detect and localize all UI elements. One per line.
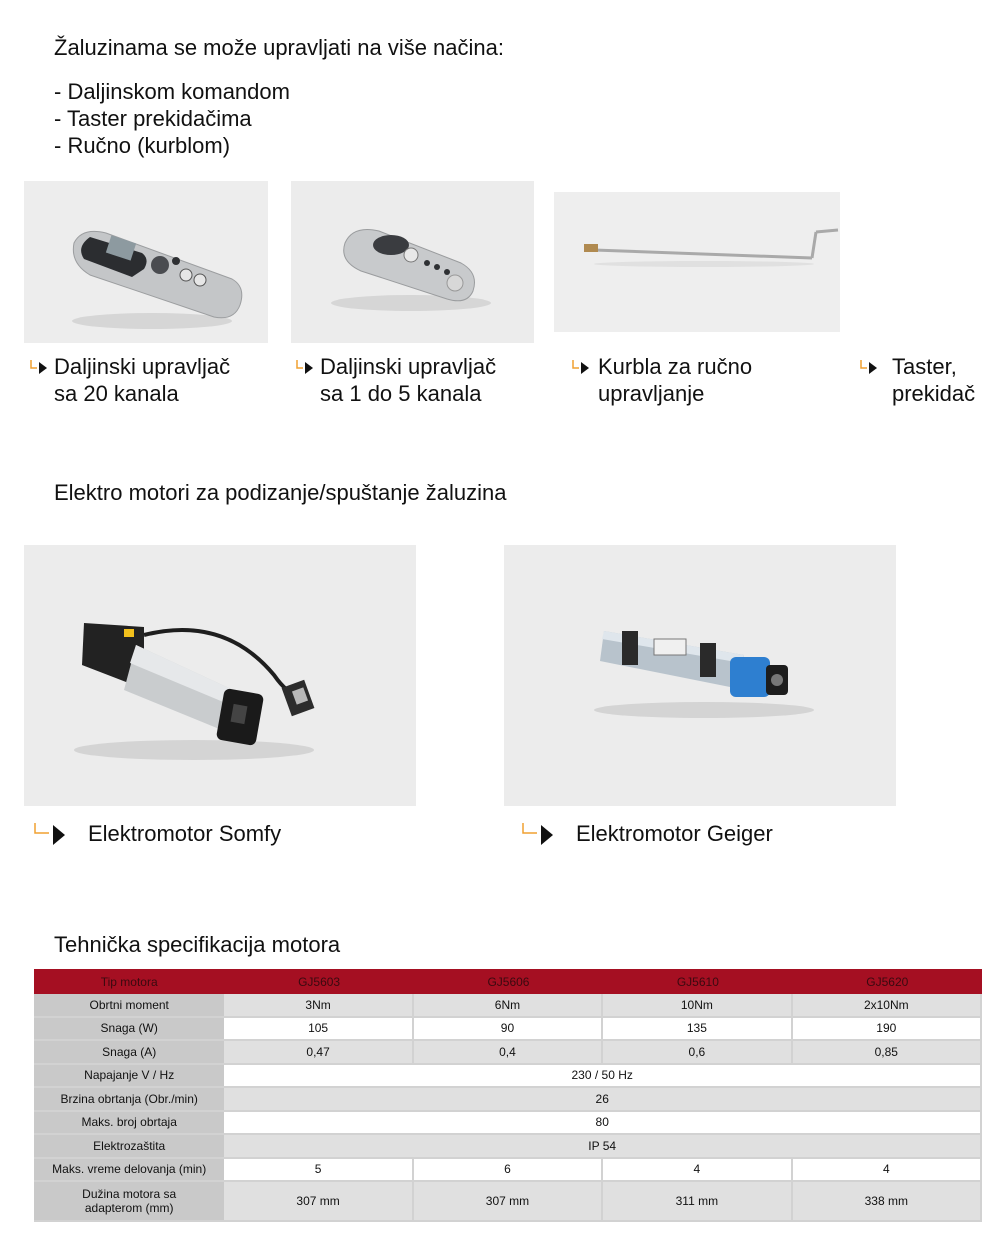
row-label: Obrtni moment: [34, 994, 224, 1018]
arrow-icon: [860, 359, 882, 375]
motors-section-title: Elektro motori za podizanje/spuštanje žaluzina: [54, 480, 507, 505]
row-label: Elektrozaštita: [34, 1135, 224, 1159]
geiger-motor-photo: [504, 545, 896, 806]
caption-remote-20: Daljinski upravljač sa 20 kanala: [30, 353, 290, 409]
caption-somfy: Elektromotor Somfy: [34, 820, 394, 850]
table-cell: 135: [603, 1018, 792, 1042]
row-label: Maks. vreme delovanja (min): [34, 1159, 224, 1183]
table-cell: 6Nm: [414, 994, 603, 1018]
table-row: [34, 1135, 982, 1159]
table-row: [34, 1159, 982, 1183]
arrow-icon: [34, 822, 72, 846]
table-cell-merged: 230 / 50 Hz: [224, 1065, 982, 1089]
table-row: [34, 1182, 982, 1222]
table-cell: 105: [224, 1018, 413, 1042]
table-row: [34, 1065, 982, 1089]
table-cell-merged: IP 54: [224, 1135, 982, 1159]
table-row: [34, 1088, 982, 1112]
table-cell: 3Nm: [224, 994, 413, 1018]
table-cell: 190: [793, 1018, 982, 1042]
table-header-cell: Tip motora: [34, 969, 224, 994]
somfy-motor-photo: [24, 545, 416, 806]
table-cell: 0,6: [603, 1041, 792, 1065]
caption-geiger: Elektromotor Geiger: [522, 820, 882, 850]
spec-title: Tehnička specifikacija motora: [54, 932, 341, 957]
row-label: Brzina obrtanja (Obr./min): [34, 1088, 224, 1112]
row-label: Napajanje V / Hz: [34, 1065, 224, 1089]
table-row: [34, 1112, 982, 1136]
table-cell: 2x10Nm: [793, 994, 982, 1018]
row-label: Snaga (W): [34, 1018, 224, 1042]
table-cell: 5: [224, 1159, 413, 1183]
remote-20-channel-photo: [24, 181, 268, 343]
table-cell: 4: [603, 1159, 792, 1183]
intro-title: Žaluzinama se može upravljati na više načina:: [54, 35, 505, 60]
table-cell: 0,47: [224, 1041, 413, 1065]
arrow-icon: [30, 359, 52, 375]
table-header-cell: GJ5603: [224, 969, 413, 994]
list-item: - Ručno (kurblom): [54, 133, 231, 158]
remote-1-5-channel-photo: [291, 181, 534, 343]
table-cell: 338 mm: [793, 1182, 982, 1222]
table-cell-merged: 80: [224, 1112, 982, 1136]
control-methods-list: [54, 78, 290, 159]
arrow-icon: [296, 359, 318, 375]
table-header-cell: GJ5620: [793, 969, 982, 994]
table-cell: 90: [414, 1018, 603, 1042]
arrow-icon: [572, 359, 594, 375]
row-label: Maks. broj obrtaja: [34, 1112, 224, 1136]
table-row: [34, 994, 982, 1018]
list-item: - Daljinskom komandom: [54, 79, 290, 104]
table-row: [34, 1041, 982, 1065]
table-cell: 307 mm: [224, 1182, 413, 1222]
caption-remote-1-5: Daljinski upravljač sa 1 do 5 kanala: [296, 353, 556, 409]
table-header-cell: GJ5610: [603, 969, 792, 994]
table-cell: 0,85: [793, 1041, 982, 1065]
crank-handle-photo: [554, 192, 840, 332]
row-label: Dužina motora sa adapterom (mm): [34, 1182, 224, 1222]
list-item: - Taster prekidačima: [54, 106, 252, 131]
caption-crank: Kurbla za ručno upravljanje: [572, 353, 792, 409]
table-cell: 307 mm: [414, 1182, 603, 1222]
spec-table: [34, 969, 982, 1222]
table-cell: 0,4: [414, 1041, 603, 1065]
arrow-icon: [522, 822, 560, 846]
table-header-row: [34, 969, 982, 994]
table-cell: 6: [414, 1159, 603, 1183]
table-cell: 4: [793, 1159, 982, 1183]
table-header-cell: GJ5606: [414, 969, 603, 994]
caption-switch: Taster, prekidač: [860, 353, 995, 409]
table-cell: 10Nm: [603, 994, 792, 1018]
table-row: [34, 1018, 982, 1042]
row-label: Snaga (A): [34, 1041, 224, 1065]
table-cell-merged: 26: [224, 1088, 982, 1112]
table-cell: 311 mm: [603, 1182, 792, 1222]
